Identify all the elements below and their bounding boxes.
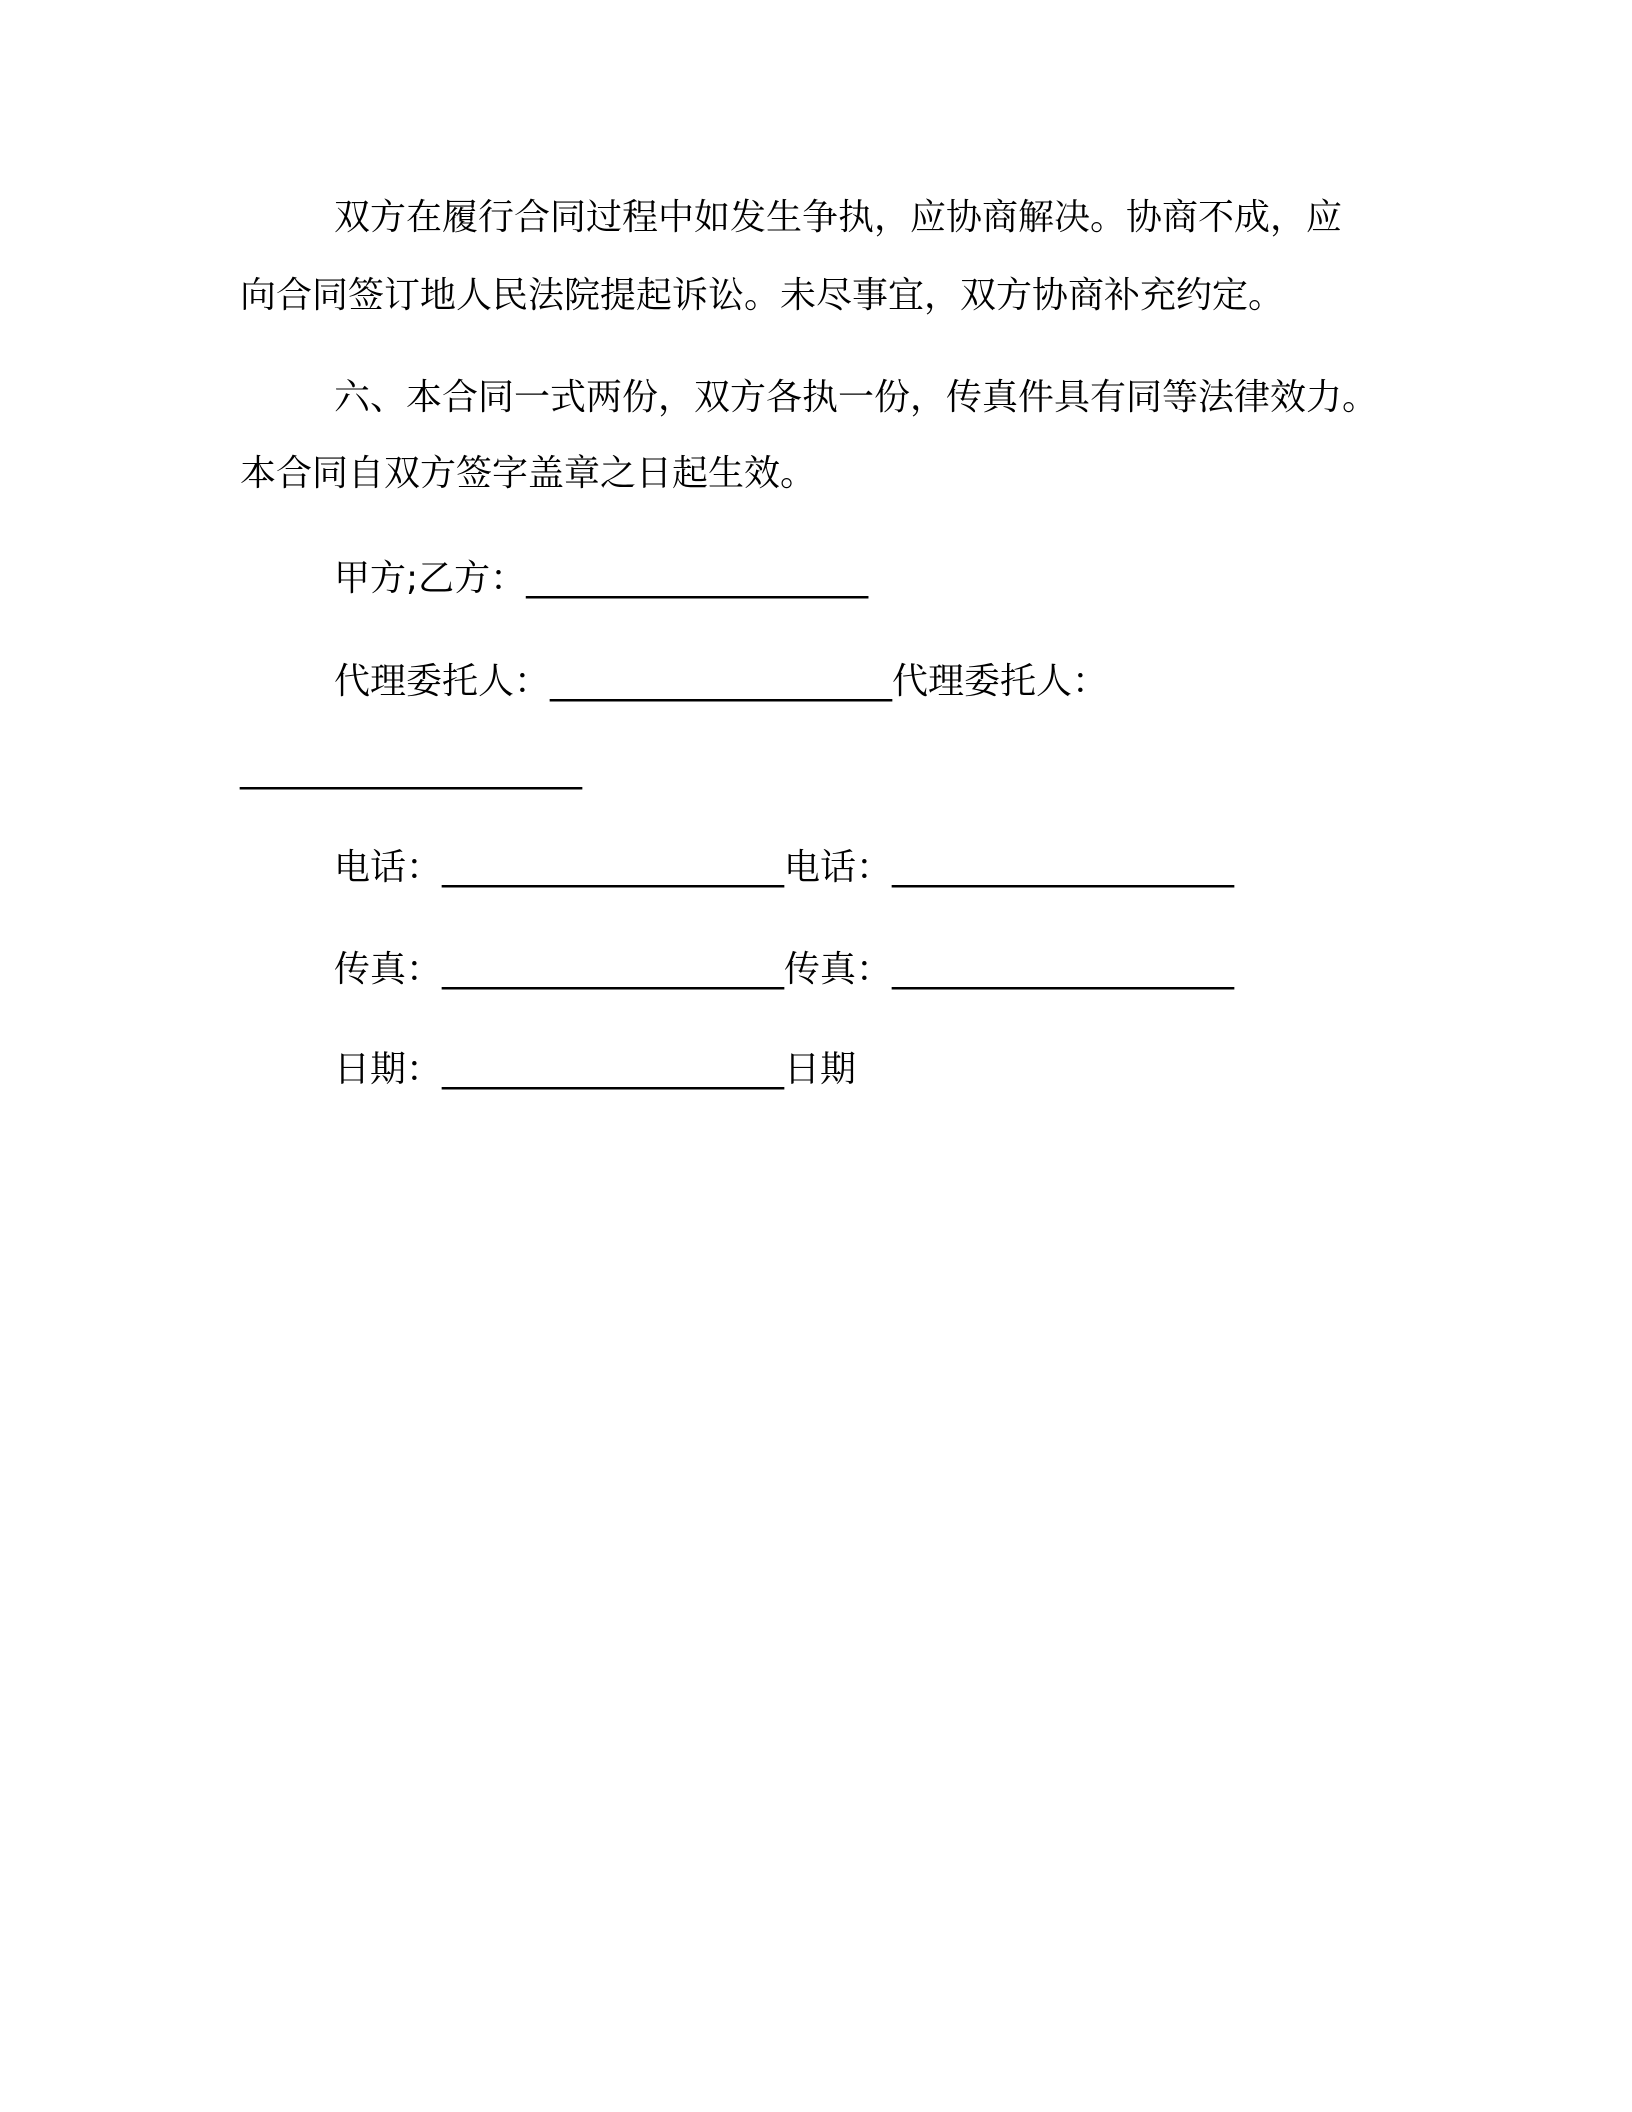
phone-a-label: 电话：: [334, 847, 443, 888]
fax-a-blank: ___________________: [442, 949, 785, 990]
fax-b-label: 传真：: [784, 949, 893, 990]
agent-b-label: 代理委托人：: [892, 661, 1109, 702]
copies-clause-line-1: 六、本合同一式两份，双方各执一份，传真件具有同等法律效力。: [334, 377, 1379, 418]
date-a-label: 日期：: [334, 1049, 443, 1090]
agent-b-blank: ___________________: [240, 749, 582, 790]
dispute-clause-line-2: 向合同签订地人民法院提起诉讼。未尽事宜，双方协商补充约定。: [240, 275, 1285, 316]
date-signature-line: [334, 1048, 856, 1092]
date-a-blank: ___________________: [442, 1049, 785, 1090]
parties-label: 甲方;乙方：: [334, 558, 527, 599]
fax-b-blank: ___________________: [892, 949, 1235, 990]
parties-signature-line: [334, 557, 868, 601]
agent-b-blank-line: [240, 748, 582, 792]
phone-signature-line: [334, 846, 1234, 890]
parties-blank: ___________________: [526, 558, 869, 599]
dispute-clause-line-1: 双方在履行合同过程中如发生争执，应协商解决。协商不成，应: [334, 197, 1343, 238]
agent-signature-line: [334, 660, 1108, 704]
agent-a-label: 代理委托人：: [334, 661, 551, 702]
agent-a-blank: ___________________: [550, 661, 893, 702]
date-b-label: 日期: [784, 1049, 857, 1090]
copies-clause-line-2: 本合同自双方签字盖章之日起生效。: [240, 453, 817, 494]
phone-b-blank: ___________________: [892, 847, 1235, 888]
fax-a-label: 传真：: [334, 949, 443, 990]
fax-signature-line: [334, 948, 1234, 992]
phone-b-label: 电话：: [784, 847, 893, 888]
phone-a-blank: ___________________: [442, 847, 785, 888]
